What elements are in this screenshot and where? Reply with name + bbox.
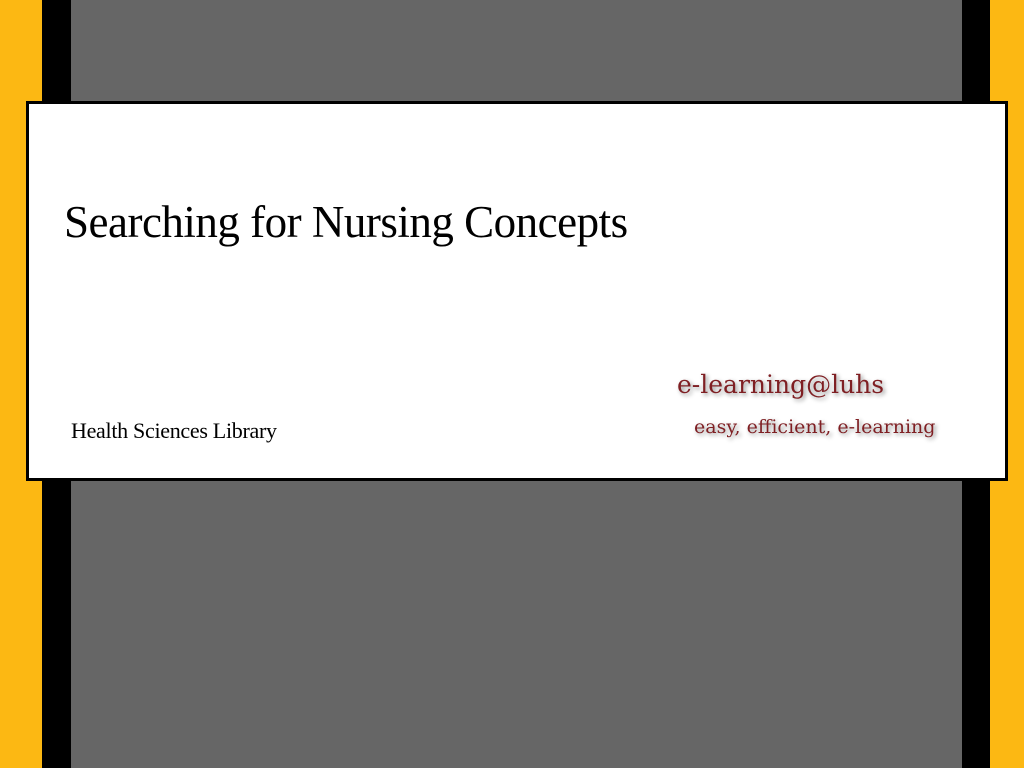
slide-title: Searching for Nursing Concepts <box>64 197 628 247</box>
brand-logo <box>677 370 977 450</box>
brand-name: e-learning@luhs <box>677 370 885 399</box>
slide-subtitle: Health Sciences Library <box>71 418 277 443</box>
brand-tagline: easy, efficient, e-learning <box>694 416 936 438</box>
title-box <box>26 101 1008 481</box>
